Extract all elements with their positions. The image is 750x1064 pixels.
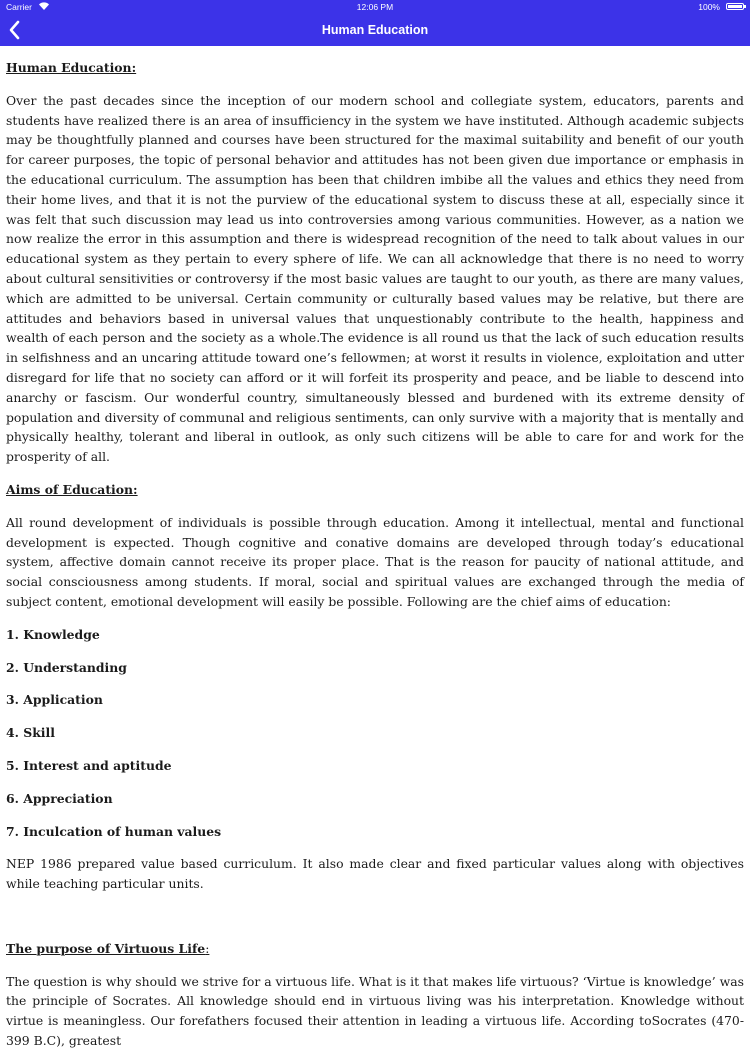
spacer: [6, 907, 744, 939]
heading-colon: :: [205, 940, 210, 956]
carrier-label: Carrier: [6, 2, 32, 12]
battery-percent: 100%: [698, 2, 720, 12]
page-title: Human Education: [321, 23, 429, 37]
section-heading-virtuous-life-text: The purpose of Virtuous Life: [6, 940, 206, 956]
navigation-bar: [0, 0, 750, 46]
aim-item: 5. Interest and aptitude: [6, 757, 172, 773]
status-bar: [0, 0, 750, 14]
aim-item: 4. Skill: [6, 725, 55, 741]
status-time: 12:06 PM: [356, 2, 394, 12]
aim-item: 2. Understanding: [6, 659, 127, 675]
article-content: [6, 58, 744, 1064]
paragraph-nep-note: NEP 1986 prepared value based curriculum. It also made clear and fixed particular values along with objectives while teaching particular units.: [6, 856, 744, 892]
paragraph-virtuous-life: The question is why should we strive for a virtuous life. What is it that makes life virtuous? ‘Virtue is knowledge’ was the principle of Socrates. All knowledge should end in virtuous living was his interpretation. Knowledge without virtue is meaningless. Our forefathers focused their attention in leading a virtuous life. According toSocrates (470-399 B.C), greatest: [6, 973, 744, 1049]
section-heading-aims: Aims of Education:: [6, 481, 138, 497]
battery-icon: [726, 3, 744, 10]
paragraph-human-education: Over the past decades since the inception of our modern school and collegiate system, educators, parents and students have realized there is an area of insufficiency in the system we have instituted. Although academic subjects may be thoughtfully planned and courses have been structured for the maximal suitability and benefit of our youth for career purposes, the topic of personal behavior and attitudes has not been given due importance or emphasis in the educational curriculum. The assumption has been that children imbibe all the values and ethics they need from their home lives, and that it is not the purview of the educational system to discuss these at all, especially since it was felt that such discussion may lead us into controversies among various communities. However, as a nation we now realize the error in this assumption and there is widespread recognition of the need to talk about values in our educational system as they pertain to every sphere of life. We can all acknowledge that there is no need to worry about cultural sensitivities or controversy if the most basic values are taught to our youth, as there are many values, which are admitted to be universal. Certain community or culturally based values may be relative, but there are attitudes and behaviors based in universal values that unquestionably contribute to the health, happiness and wealth of each person and the society as a whole.The evidence is all round us that the lack of such education results in selfishness and an uncaring attitude toward one’s fellowmen; at worst it results in violence, exploitation and utter disregard for life that no society can afford or it will forfeit its prosperity and peace, and be liable to descend into anarchy or fascism. Our wonderful country, simultaneously blessed and burdened with its extreme density of population and diversity of communal and religious sentiments, can only survive with a majority that is mentally and physically healthy, tolerant and liberal in outlook, as only such citizens will be able to care for and work for the prosperity of all.: [6, 92, 744, 465]
aim-item: 1. Knowledge: [6, 626, 100, 642]
section-heading-virtuous-life: [6, 939, 744, 959]
aim-item: 6. Appreciation: [6, 790, 113, 806]
paragraph-aims: All round development of individuals is possible through education. Among it intellectual, mental and functional development is expected. Though cognitive and conative domains are developed through today’s educational system, affective domain cannot receive its proper place. That is the reason for paucity of national attitude, and social consciousness among students. If moral, social and spiritual values are exchanged through the media of subject content, emotional development will easily be possible. Following are the chief aims of education:: [6, 514, 744, 609]
battery-tip-icon: [744, 5, 746, 8]
aim-item: 3. Application: [6, 692, 103, 708]
section-heading-human-education: Human Education:: [6, 60, 137, 75]
aim-item: 7. Inculcation of human values: [6, 823, 222, 839]
